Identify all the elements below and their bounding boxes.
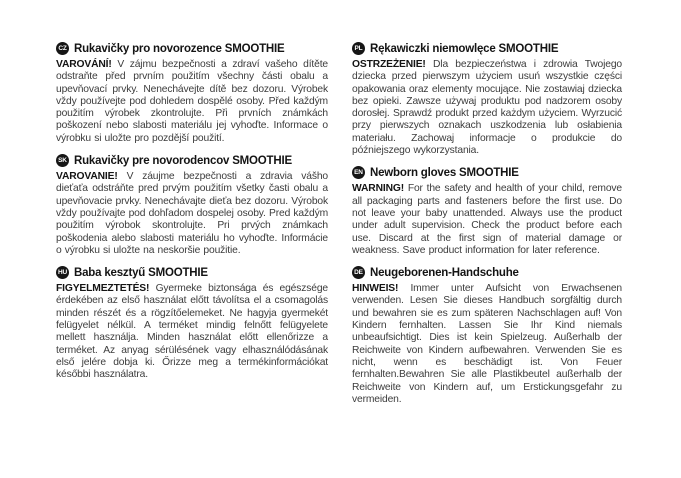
section-hu-title: Baba kesztyű SMOOTHIE xyxy=(74,266,208,279)
language-badge-hu-icon: HU xyxy=(56,266,69,279)
section-en-body xyxy=(352,183,622,257)
section-cz xyxy=(56,42,328,145)
section-hu xyxy=(56,266,328,381)
section-cz-lead: VAROVÁNÍ! xyxy=(56,59,112,70)
section-en-heading xyxy=(352,166,622,179)
left-column xyxy=(56,42,328,391)
section-hu-heading xyxy=(56,266,328,279)
section-de-body xyxy=(352,283,622,406)
section-cz-text: V zájmu bezpečnosti a zdraví vašeho dítěte odstraňte před prvním použitím všechny části obalu a upevňovací prvky. Nenechávejte dítě bez dozoru. Výrobek vždy používejte pod dohledem dospělé osoby. Před každým použitím výrobek zkontrolujte. Při prvních známkách poškození nebo slabosti materiálu jej vyhoďte. Informace o výrobku si uložte pro pozdější použití. xyxy=(56,59,328,144)
language-badge-en-icon: EN xyxy=(352,166,365,179)
section-pl-lead: OSTRZEŻENIE! xyxy=(352,59,426,70)
language-badge-pl-icon: PL xyxy=(352,42,365,55)
section-de-heading xyxy=(352,266,622,279)
section-cz-title: Rukavičky pro novorozence SMOOTHIE xyxy=(74,42,285,55)
section-en-title: Newborn gloves SMOOTHIE xyxy=(370,166,519,179)
section-en-text: For the safety and health of your child, remove all packaging parts and fasteners before the first use. Do not leave your baby unattended. Always use the product under adult supervision. Check the product before each use. Discard at the first sign of material damage or weakness. Save product information for later reference. xyxy=(352,183,622,256)
section-en xyxy=(352,166,622,257)
section-pl-heading xyxy=(352,42,622,55)
section-pl-text: Dla bezpieczeństwa i zdrowia Twojego dziecka przed pierwszym użyciem usuń wszystkie części opakowania oraz elementy mocujące. Nie zostawiaj dziecka bez opieki. Zawsze używaj produktu pod nadzorem osoby dorosłej. Sprawdź produkt przed każdym użyciem. Wyrzucić przy pierwszych oznakach uszkodzenia lub osłabienia materiału. Zachowaj informacje o produkcie do późniejszego wykorzystania. xyxy=(352,59,622,157)
section-pl-title: Rękawiczki niemowlęce SMOOTHIE xyxy=(370,42,559,55)
section-pl xyxy=(352,42,622,157)
section-de-lead: HINWEIS! xyxy=(352,283,399,295)
right-column xyxy=(352,42,622,415)
language-badge-sk-icon: SK xyxy=(56,154,69,167)
section-sk-heading xyxy=(56,154,328,167)
section-pl-body xyxy=(352,59,622,157)
section-sk xyxy=(56,154,328,257)
section-hu-lead: FIGYELMEZTETÉS! xyxy=(56,283,150,295)
section-de xyxy=(352,266,622,406)
section-hu-text: Gyermeke biztonsága és egészsége érdekében az első használat előtt távolítsa el a csomagolás minden részét és a rögzítőelemeket. Ne hagyja gyermekét felügyelet nélkül. A terméket mindig felnőtt felügyelete mellett használja. Minden használat előtt ellenőrizze a terméket. Az anyag sérülésének vagy elhasználódásának első jelére dobja ki. Őrizze meg a termékinformációkat későbbi használatra. xyxy=(56,283,328,381)
section-hu-body xyxy=(56,283,328,381)
language-badge-de-icon: DE xyxy=(352,266,365,279)
section-cz-heading xyxy=(56,42,328,55)
section-sk-lead: VAROVANIE! xyxy=(56,171,118,183)
language-badge-cz-icon: CZ xyxy=(56,42,69,55)
section-de-text: Immer unter Aufsicht von Erwachsenen verwenden. Lesen Sie dieses Handbuch sorgfältig durch und bewahren sie es zum späteren Nachschlagen auf! Von Kindern fernhalten. Lassen Sie Ihr Kind niemals unbeaufsichtigt. Dies ist kein Spielzeug. Außerhalb der Reichweite von Kindern aufbewahren. Verwenden Sie es nicht, wenn es beschädigt ist. Von Feuer fernhalten.Bewahren Sie alle Plastikbeutel außerhalb der Reichweite von Kindern auf, um Erstickungsgefahr zu vermeiden. xyxy=(352,283,622,405)
section-cz-body xyxy=(56,59,328,145)
section-de-title: Neugeborenen-Handschuhe xyxy=(370,266,519,279)
section-sk-text: V záujme bezpečnosti a zdravia vášho dieťaťa odstráňte pred prvým použitím všetky časti obalu a upevňovacie prvky. Nenechávajte dieťa bez dozoru. Výrobok vždy používajte pod dohľadom dospelej osoby. Pred každým použitím výrobok skontrolujte. Pri prvých známkach poškodenia alebo slabosti materiálu ho vyhoďte. Informácie o výrobku si uložte na neskoršie použitie. xyxy=(56,171,328,256)
section-en-lead: WARNING! xyxy=(352,183,404,195)
section-sk-title: Rukavičky pre novorodencov SMOOTHIE xyxy=(74,154,292,167)
section-sk-body xyxy=(56,171,328,257)
